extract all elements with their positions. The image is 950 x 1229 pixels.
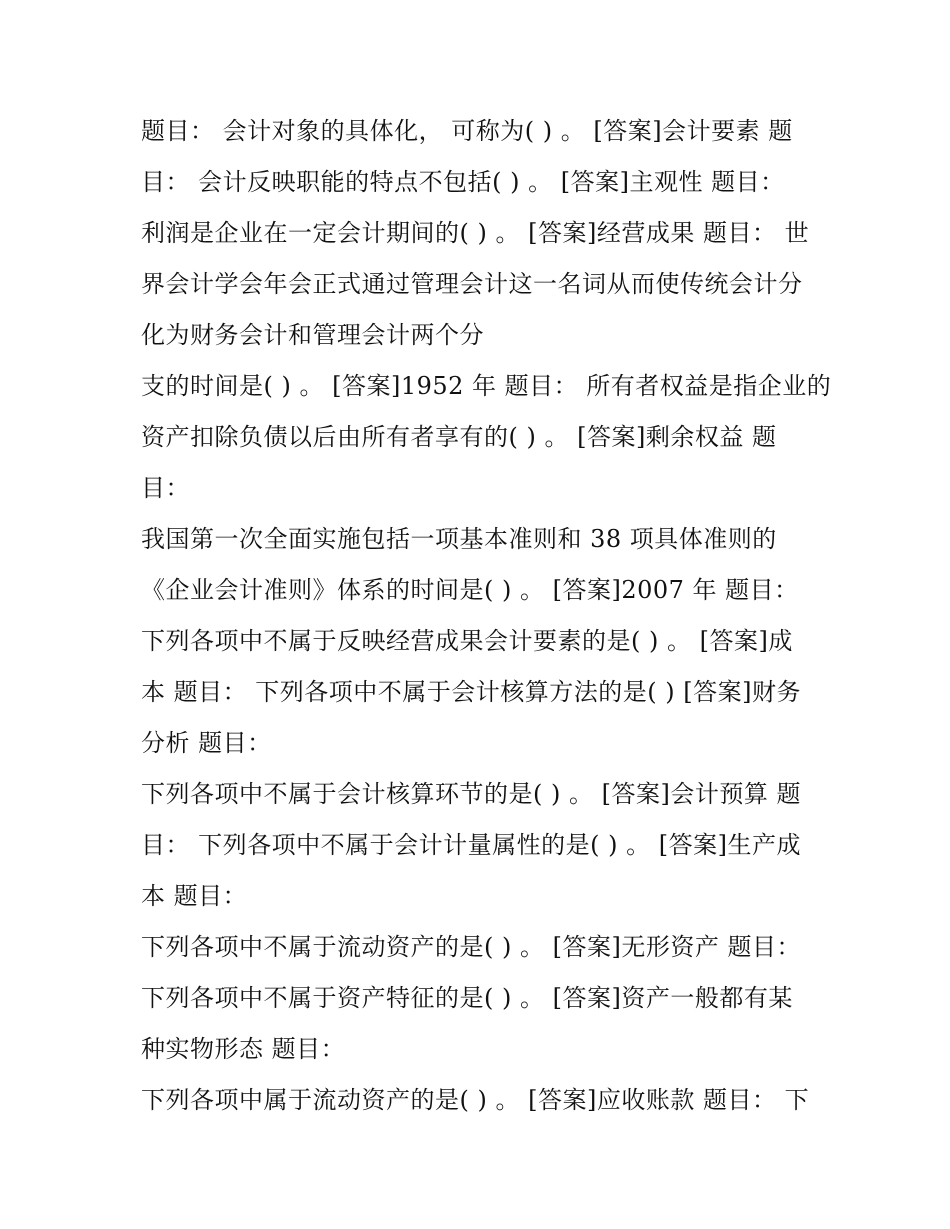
text-line: 化为财务会计和管理会计两个分 bbox=[141, 321, 484, 349]
text-line: 资产扣除负债以后由所有者享有的( ) 。 [答案]剩余权益 题 bbox=[141, 423, 777, 451]
text-line: 本 题目： bbox=[141, 882, 248, 910]
text-line: 下列各项中属于流动资产的是( ) 。 [答案]应收账款 题目： 下 bbox=[141, 1086, 810, 1114]
text-line: 目： 下列各项中不属于会计计量属性的是( ) 。 [答案]生产成 bbox=[141, 831, 801, 859]
text-line: 下列各项中不属于资产特征的是( ) 。 [答案]资产一般都有某 bbox=[141, 984, 793, 1012]
text-line: 本 题目： 下列各项中不属于会计核算方法的是( ) [答案]财务 bbox=[141, 678, 801, 706]
text-line: 下列各项中不属于反映经营成果会计要素的是( ) 。 [答案]成 bbox=[141, 627, 793, 655]
text-line: 我国第一次全面实施包括一项基本准则和 38 项具体准则的 bbox=[141, 525, 777, 553]
body-text bbox=[141, 106, 832, 1126]
text-line: 界会计学会年会正式通过管理会计这一名词从而使传统会计分 bbox=[141, 270, 803, 298]
text-line: 《企业会计准则》体系的时间是( ) 。 [答案]2007 年 题目： bbox=[141, 576, 799, 604]
text-line: 支的时间是( ) 。 [答案]1952 年 题目： 所有者权益是指企业的 bbox=[141, 372, 832, 400]
text-line: 种实物形态 题目： bbox=[141, 1035, 346, 1063]
text-line: 题目： 会计对象的具体化， 可称为( ) 。 [答案]会计要素 题 bbox=[141, 117, 793, 145]
text-line: 目： bbox=[141, 474, 190, 502]
text-line: 下列各项中不属于流动资产的是( ) 。 [答案]无形资产 题目： bbox=[141, 933, 801, 961]
text-line: 分析 题目： bbox=[141, 729, 272, 757]
text-line: 下列各项中不属于会计核算环节的是( ) 。 [答案]会计预算 题 bbox=[141, 780, 801, 808]
text-line: 目： 会计反映职能的特点不包括( ) 。 [答案]主观性 题目： bbox=[141, 168, 785, 196]
text-line: 利润是企业在一定会计期间的( ) 。 [答案]经营成果 题目： 世 bbox=[141, 219, 810, 247]
